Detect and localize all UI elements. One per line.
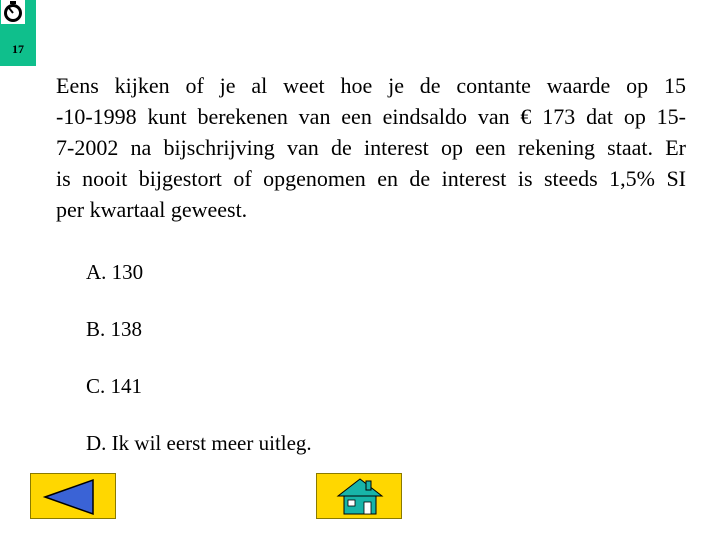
answer-options [86,258,312,486]
option-c[interactable]: C. 141 [86,374,143,398]
house-icon [317,474,403,520]
option-b[interactable]: B. 138 [86,317,143,341]
question-line: per kwartaal geweest. [56,197,248,222]
question-line: 7-2002 na bijschrijving van de interest op een rekening staat. Er [56,135,686,160]
triangle-left-icon [31,474,117,520]
question-line: Eens kijken of je al weet hoe je de contante waarde op 15 [56,73,686,98]
slide-badge [0,0,36,66]
question-line: is nooit bijgestort of opgenomen en de interest is steeds 1,5% SI [56,166,686,191]
option-a[interactable]: A. 130 [86,260,144,284]
back-button[interactable] [30,473,116,519]
question-text [56,70,686,225]
question-line: -10-1998 kunt berekenen van een eindsaldo van € 173 dat op 15- [56,104,686,129]
stopwatch-icon [1,0,25,24]
slide-number: 17 [12,42,24,56]
option-d[interactable]: D. Ik wil eerst meer uitleg. [86,431,312,455]
home-button[interactable] [316,473,402,519]
